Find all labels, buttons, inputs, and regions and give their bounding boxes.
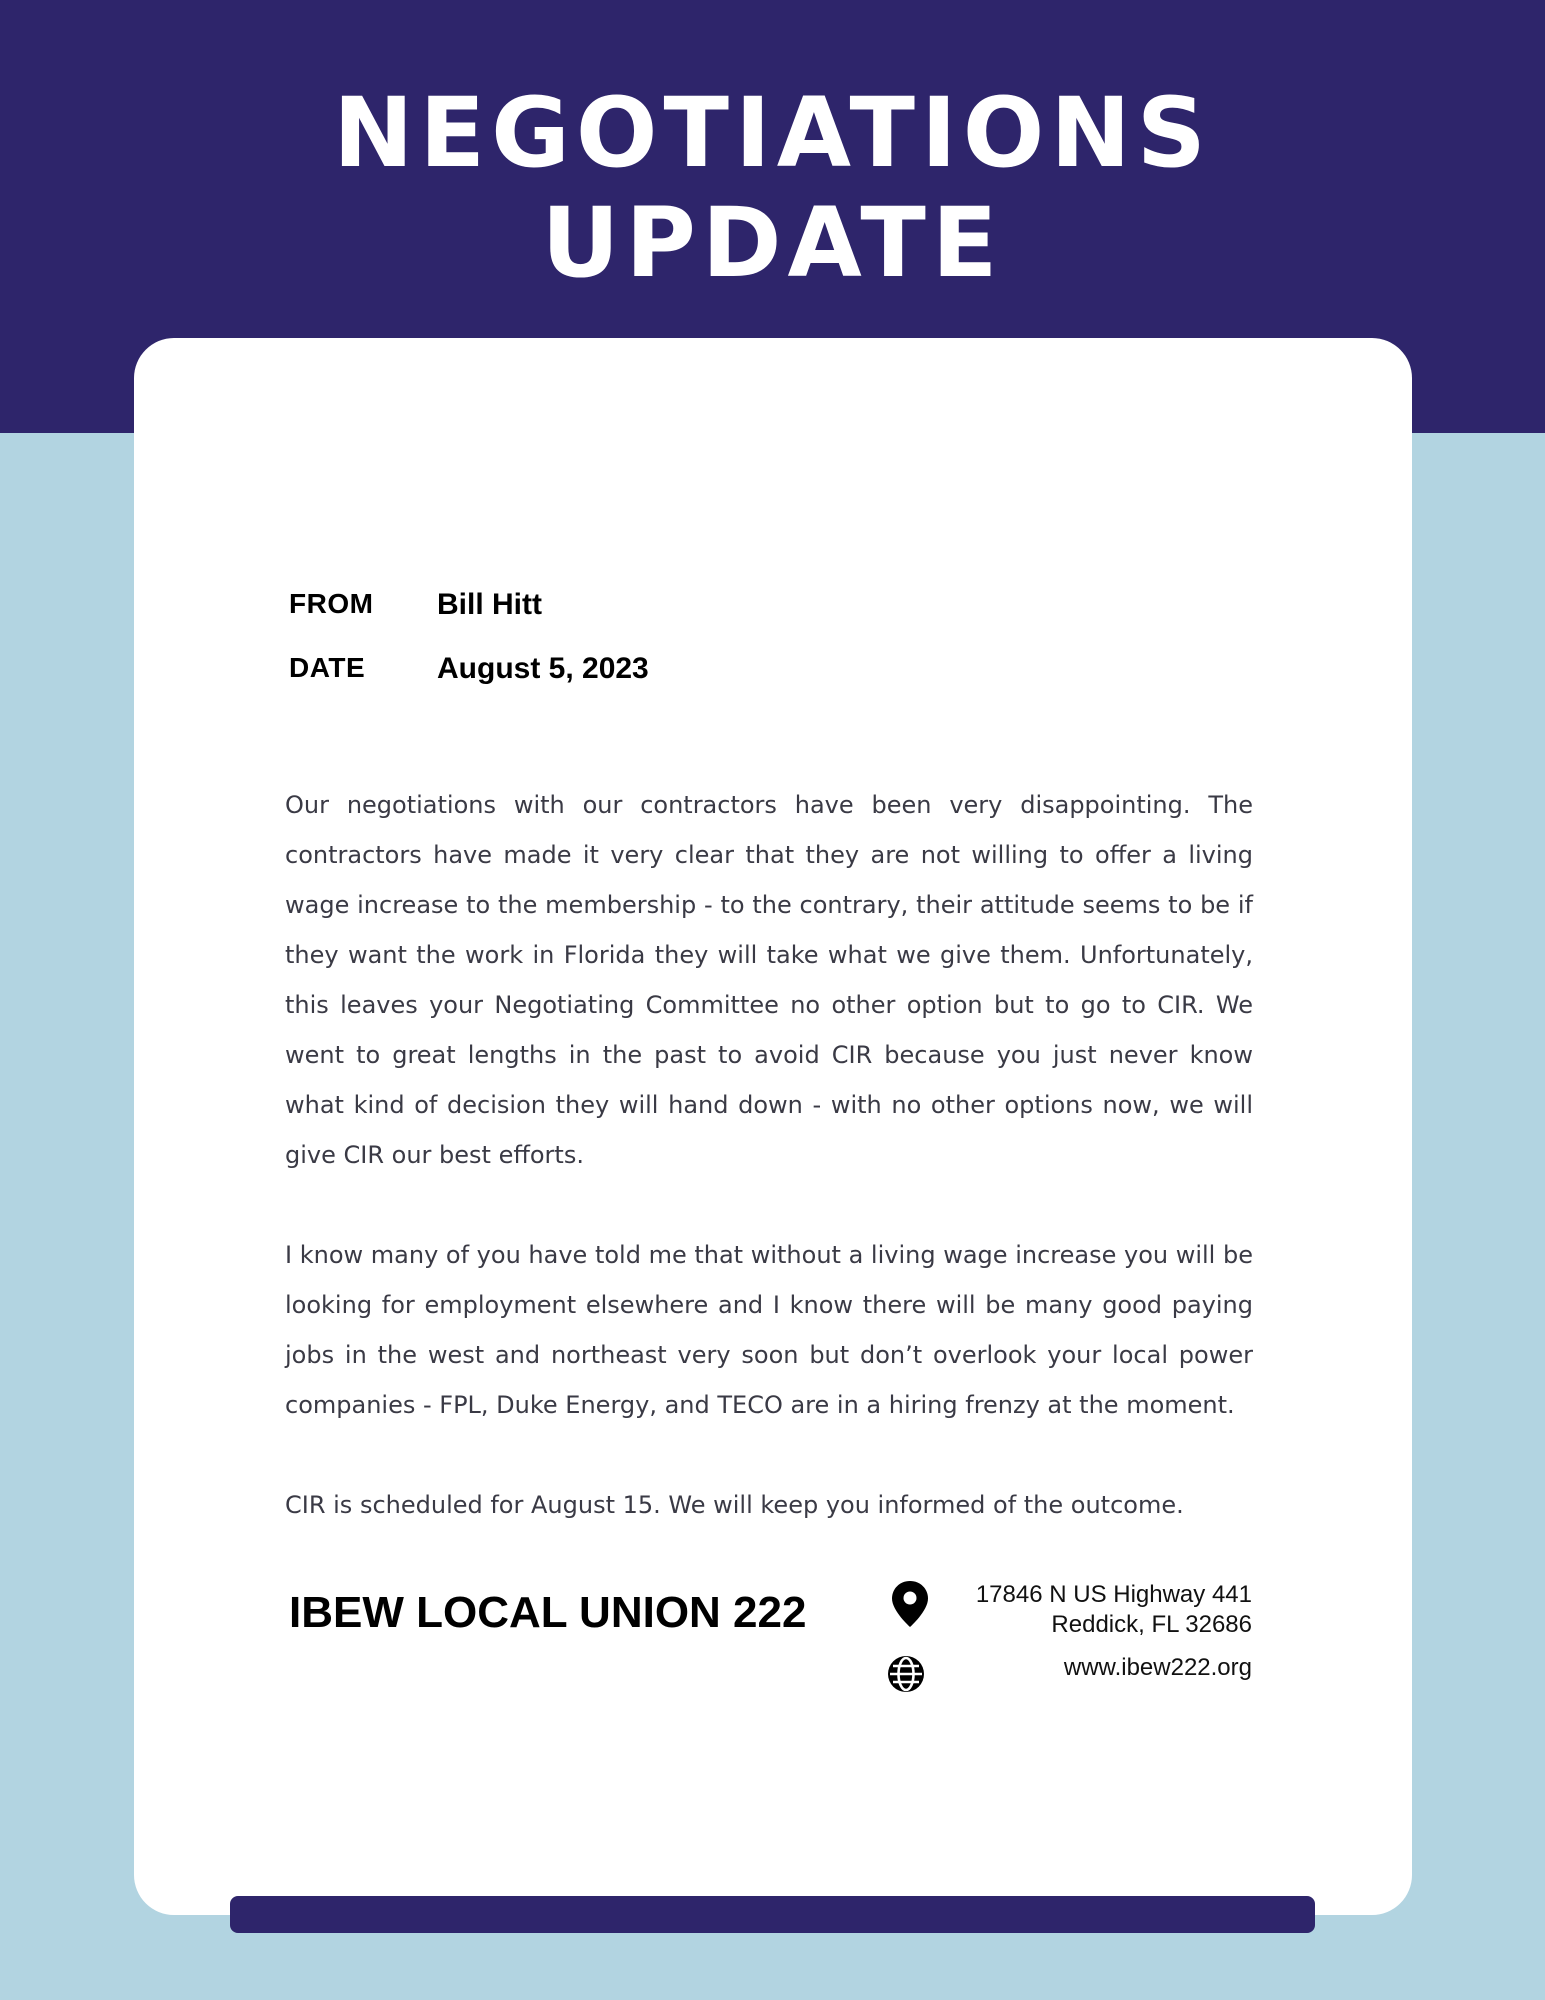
- from-value: Bill Hitt: [437, 588, 542, 621]
- title-line-1: NEGOTIATIONS: [333, 77, 1212, 189]
- address: [976, 1580, 1252, 1640]
- date-row: [289, 652, 989, 692]
- title-line-2: UPDATE: [541, 187, 1004, 299]
- org-name: IBEW LOCAL UNION 222: [289, 1588, 807, 1637]
- bottom-accent-bar: [230, 1896, 1315, 1933]
- from-row: [289, 588, 989, 628]
- body-paragraph: Our negotiations with our contractors have been very disappointing. The contractors have made it very clear that they are not willing to offer a living wage increase to the membership - to the contrary, their attitude seems to be if they want the work in Florida they will take what we give them. Unfortunately, this leaves your Negotiating Committee no other option but to go to CIR. We went to great lengths in the past to avoid CIR because you just never know what kind of decision they will hand down - with no other options now, we will give CIR our best efforts.: [285, 791, 1253, 1169]
- page-title: [0, 78, 1545, 298]
- website-link[interactable]: www.ibew222.org: [1063, 1654, 1252, 1681]
- map-pin-icon: [890, 1580, 930, 1628]
- date-value: August 5, 2023: [437, 652, 649, 685]
- from-label: FROM: [289, 588, 374, 619]
- memo-body: [285, 780, 1253, 1580]
- body-paragraph: CIR is scheduled for August 15. We will keep you informed of the outcome.: [285, 1491, 1184, 1519]
- body-paragraph: I know many of you have told me that without a living wage increase you will be looking for employment elsewhere and I know there will be many good paying jobs in the west and northeast very soon but don’t overlook your local power companies - FPL, Duke Energy, and TECO are in a hiring frenzy at the moment.: [285, 1241, 1253, 1419]
- globe-icon: [886, 1654, 926, 1694]
- date-label: DATE: [289, 652, 366, 683]
- address-line-2: Reddick, FL 32686: [1051, 1611, 1252, 1638]
- address-line-1: 17846 N US Highway 441: [975, 1581, 1252, 1608]
